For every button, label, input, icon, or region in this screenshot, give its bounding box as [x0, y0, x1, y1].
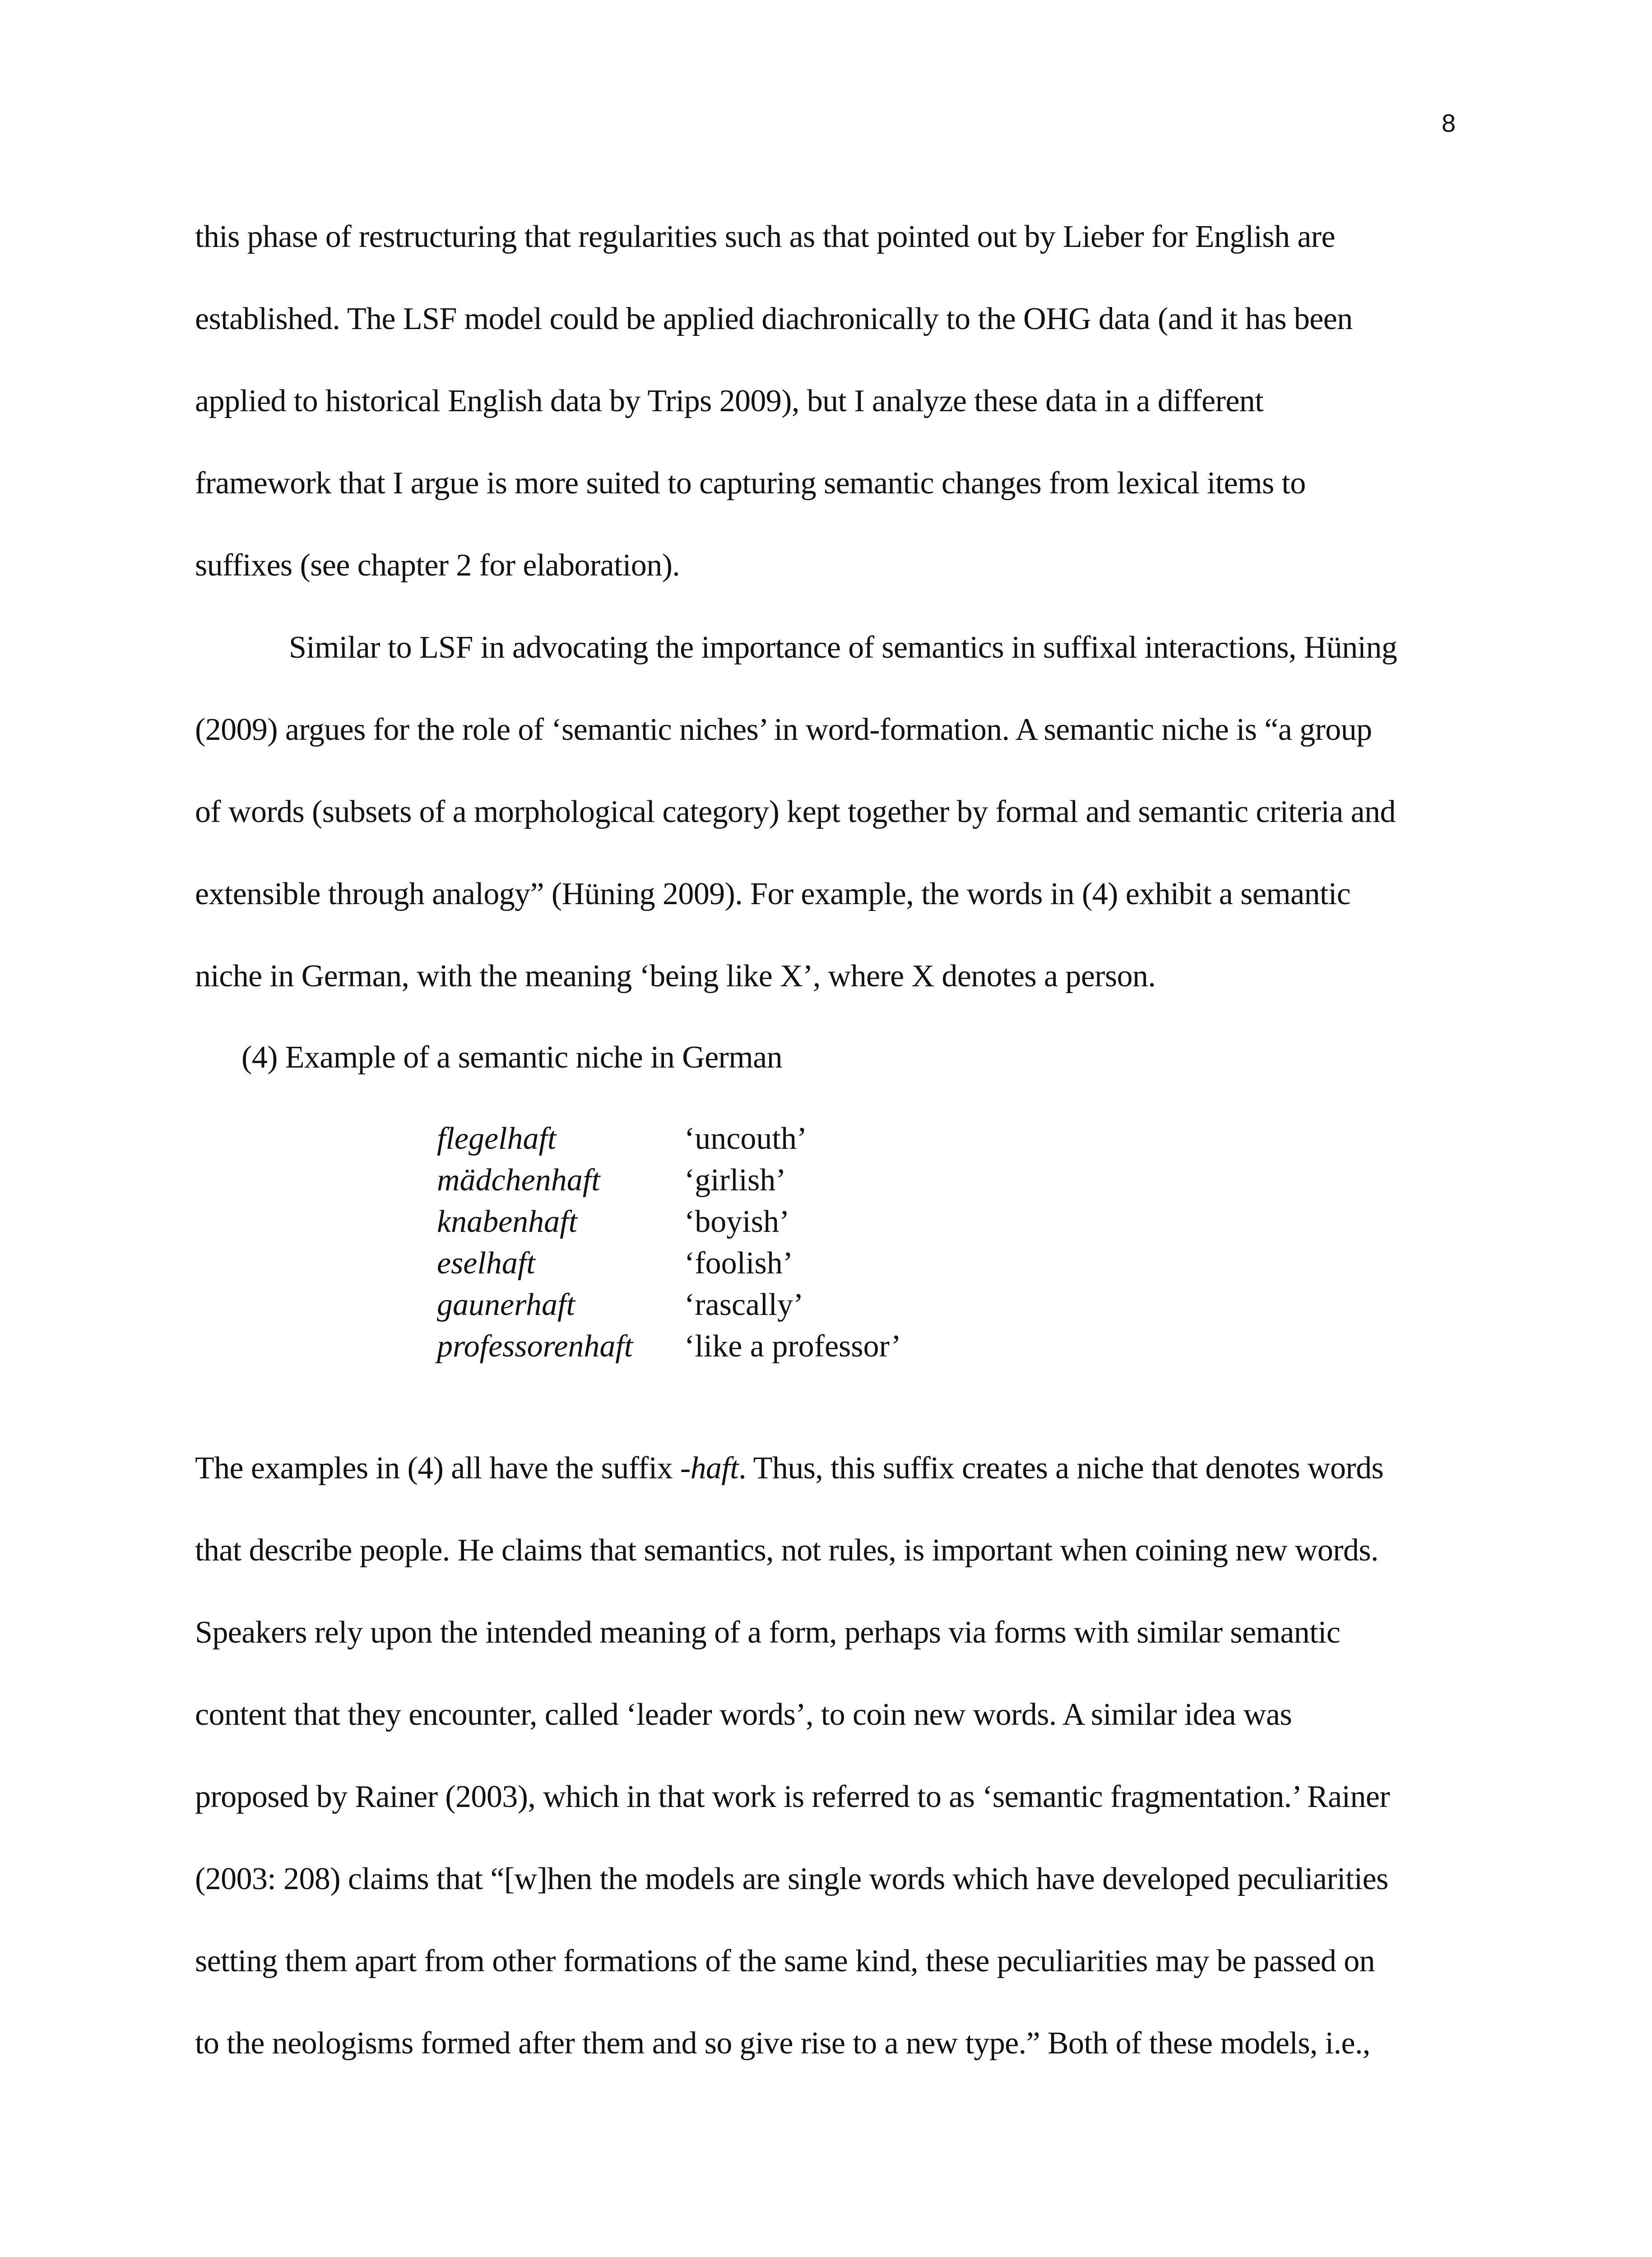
- english-gloss: ‘girlish’: [684, 1163, 786, 1198]
- german-word: professorenhaft: [437, 1329, 633, 1364]
- example-row: [437, 1160, 901, 1201]
- para3-line-1-start: The examples in (4) all have the suffix: [195, 1451, 680, 1486]
- para3-line-8: to the neologisms formed after them and so give rise to a new type.” Both of these models, i.e.,: [195, 2026, 1370, 2061]
- para1-line-5: suffixes (see chapter 2 for elaboration).: [195, 548, 680, 583]
- para1-line-2: established. The LSF model could be applied diachronically to the OHG data (and it has been: [195, 302, 1353, 336]
- para3-line-5: proposed by Rainer (2003), which in that work is referred to as ‘semantic fragmentation.’ Rainer: [195, 1779, 1390, 1814]
- suffix-haft: -haft: [680, 1451, 739, 1486]
- example-caption: (4) Example of a semantic niche in German: [241, 1040, 782, 1075]
- para3-line-4: content that they encounter, called ‘leader words’, to coin new words. A similar idea was: [195, 1697, 1292, 1732]
- english-gloss: ‘foolish’: [684, 1246, 794, 1281]
- english-gloss: ‘like a professor’: [684, 1329, 901, 1364]
- para3-line-7: setting them apart from other formations of the same kind, these peculiarities may be passed on: [195, 1944, 1375, 1978]
- para3-line-6: (2003: 208) claims that “[w]hen the models are single words which have developed peculiarities: [195, 1862, 1388, 1896]
- para3-line-3: Speakers rely upon the intended meaning of a form, perhaps via forms with similar semantic: [195, 1615, 1341, 1650]
- german-word: gaunerhaft: [437, 1287, 575, 1322]
- german-word: mädchenhaft: [437, 1163, 600, 1198]
- english-gloss: ‘rascally’: [684, 1287, 804, 1322]
- example-row: [437, 1326, 901, 1367]
- example-row: [437, 1201, 901, 1243]
- english-gloss: ‘uncouth’: [684, 1121, 807, 1156]
- example-table: [437, 1118, 901, 1367]
- para3-line-2: that describe people. He claims that semantics, not rules, is important when coining new words.: [195, 1533, 1378, 1568]
- para2-line-2: (2009) argues for the role of ‘semantic niches’ in word-formation. A semantic niche is “a group: [195, 712, 1372, 747]
- example-row: [437, 1284, 901, 1326]
- para1-line-4: framework that I argue is more suited to capturing semantic changes from lexical items to: [195, 466, 1306, 501]
- para2-line-4: extensible through analogy” (Hüning 2009). For example, the words in (4) exhibit a semantic: [195, 877, 1351, 911]
- english-gloss: ‘boyish’: [684, 1204, 790, 1239]
- para3-line-1: [195, 1453, 1383, 1484]
- para2-line-1: Similar to LSF in advocating the importance of semantics in suffixal interactions, Hüning: [289, 630, 1397, 665]
- german-word: flegelhaft: [437, 1121, 557, 1156]
- para2-line-3: of words (subsets of a morphological category) kept together by formal and semantic criteria and: [195, 794, 1396, 829]
- german-word: eselhaft: [437, 1246, 535, 1281]
- para3-line-1-end: . Thus, this suffix creates a niche that denotes words: [738, 1451, 1383, 1486]
- example-row: [437, 1243, 901, 1284]
- german-word: knabenhaft: [437, 1204, 578, 1239]
- para1-line-3: applied to historical English data by Trips 2009), but I analyze these data in a different: [195, 384, 1263, 418]
- page-number: 8: [1441, 109, 1456, 137]
- example-row: [437, 1118, 901, 1160]
- para1-line-1: this phase of restructuring that regularities such as that pointed out by Lieber for English are: [195, 219, 1335, 254]
- para2-line-5: niche in German, with the meaning ‘being like X’, where X denotes a person.: [195, 959, 1156, 994]
